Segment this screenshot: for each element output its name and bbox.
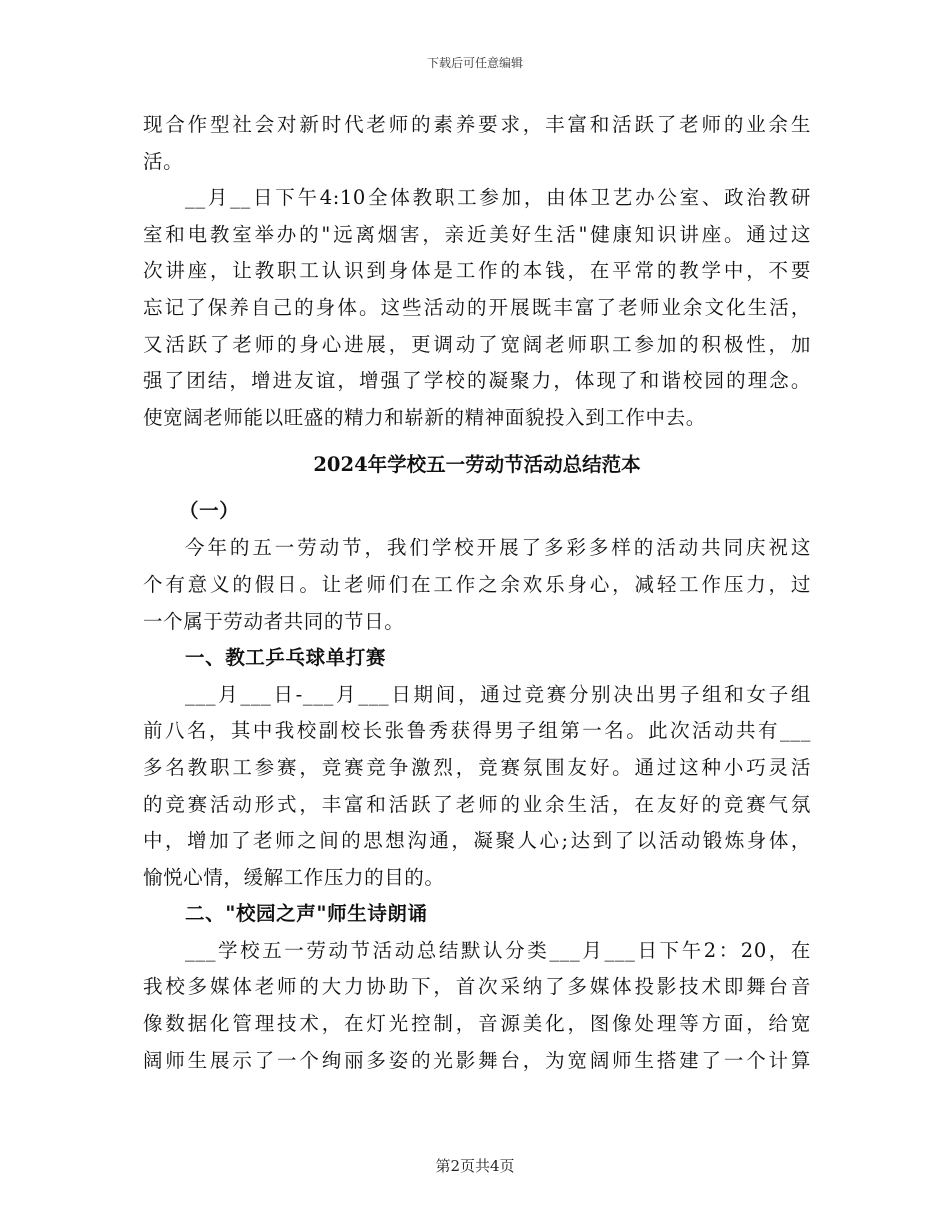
text-line: 前八名，其中我校副校长张鲁秀获得男子组第一名。此次活动共有___ bbox=[143, 719, 811, 743]
text-line: 我校多媒体老师的大力协助下，首次采纳了多媒体投影技术即舞台音 bbox=[143, 975, 811, 999]
text-line: 今年的五一劳动节，我们学校开展了多彩多样的活动共同庆祝这 bbox=[185, 536, 811, 560]
text-line: 中，增加了老师之间的思想沟通，凝聚人心;达到了以活动锻炼身体， bbox=[143, 829, 811, 853]
header-note: 下载后可任意编辑 bbox=[426, 56, 523, 70]
text-line: 又活跃了老师的身心进展，更调动了宽阔老师职工参加的积极性，加 bbox=[143, 332, 811, 356]
document-title: 2024年学校五一劳动节活动总结范本 bbox=[313, 453, 641, 477]
text-line: ___月___日-___月___日期间，通过竞赛分别决出男子组和女子组 bbox=[185, 682, 811, 706]
sub-index-label: （一） bbox=[179, 499, 240, 523]
document-body bbox=[143, 107, 811, 1079]
text-line: 现合作型社会对新时代老师的素养要求，丰富和活跃了老师的业余生 bbox=[143, 113, 811, 136]
text-line: 阔师生展示了一个绚丽多姿的光影舞台，为宽阔师生搭建了一个计算 bbox=[143, 1048, 811, 1072]
text-line: 使宽阔老师能以旺盛的精力和崭新的精神面貌投入到工作中去。 bbox=[143, 405, 706, 429]
text-line: 次讲座，让教职工认识到身体是工作的本钱，在平常的教学中，不要 bbox=[143, 259, 811, 283]
section-heading: 二、"校园之声"师生诗朗诵 bbox=[185, 902, 428, 926]
text-line: 愉悦心情，缓解工作压力的目的。 bbox=[143, 865, 445, 889]
text-line: 多名教职工参赛，竞赛竞争激烈，竞赛氛围友好。通过这种小巧灵活 bbox=[143, 755, 811, 779]
text-line: 室和电教室举办的"远离烟害，亲近美好生活"健康知识讲座。通过这 bbox=[143, 222, 811, 246]
section-heading: 一、教工乒乓球单打赛 bbox=[185, 646, 387, 670]
text-line: 强了团结，增进友谊，增强了学校的凝聚力，体现了和谐校园的理念。 bbox=[143, 369, 811, 393]
text-line: 的竞赛活动形式，丰富和活跃了老师的业余生活，在友好的竞赛气氛 bbox=[143, 792, 811, 816]
text-line: __月__日下午4:10全体教职工参加，由体卫艺办公室、政治教研 bbox=[185, 186, 811, 210]
text-line: 一个属于劳动者共同的节日。 bbox=[143, 609, 405, 633]
text-line: 忘记了保养自己的身体。这些活动的开展既丰富了老师业余文化生活， bbox=[143, 295, 811, 319]
page-footer: 第2页共4页 bbox=[435, 1157, 515, 1175]
text-line: 个有意义的假日。让老师们在工作之余欢乐身心，减轻工作压力，过 bbox=[143, 572, 811, 596]
text-line: 像数据化管理技术，在灯光控制，音源美化，图像处理等方面，给宽 bbox=[143, 1012, 811, 1036]
text-line: 活。 bbox=[143, 149, 184, 173]
text-line: ___学校五一劳动节活动总结默认分类___月___日下午2：20，在 bbox=[185, 938, 811, 962]
